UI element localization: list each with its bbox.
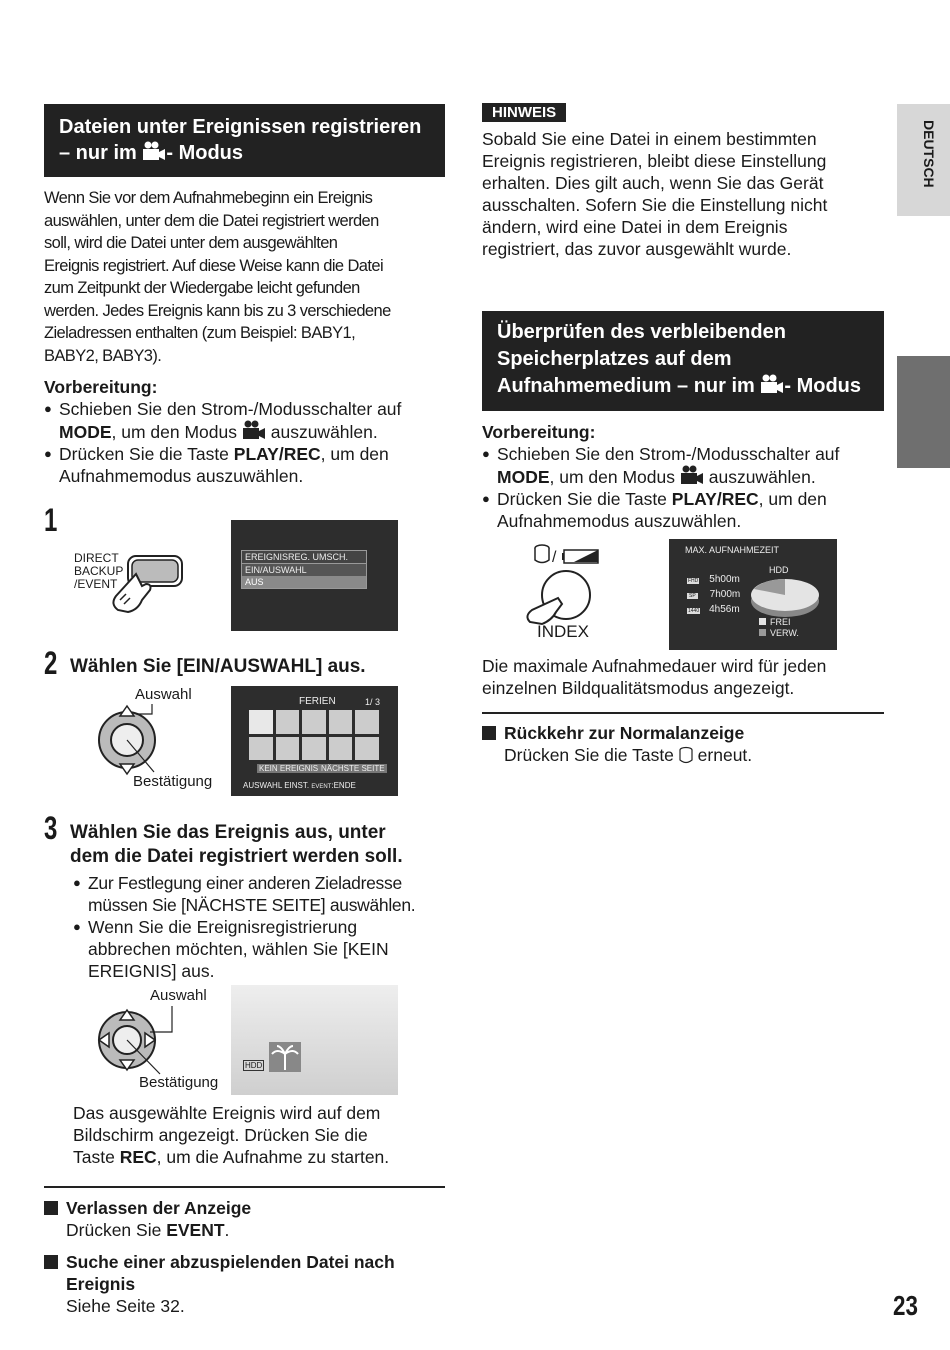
preparation-bullet [482,443,892,488]
event-selected-screen [231,985,398,1095]
hdd-badge: HDD [245,1061,263,1070]
search-section [44,1251,454,1317]
legend-text: FREI [770,617,791,627]
mode-keyword: MODE [59,422,112,442]
svg-text:/: / [552,549,557,566]
joystick-icon [96,1004,186,1084]
hinweis-text [482,128,882,260]
naechste-seite-button[interactable]: NÄCHSTE SEITE [321,764,385,773]
event-keyword: EVENT [166,1220,225,1240]
mode-row [687,588,740,603]
step-number-1: 1 [44,502,58,538]
bullet-text: Aufnahmemodus auszuwählen. [59,466,304,486]
hinweis-badge: HINWEIS [482,103,566,122]
preparation-bullet [482,488,892,532]
bullet-text [497,465,839,488]
search-title [44,1251,454,1273]
bullet-text: müssen Sie [NÄCHSTE SEITE] auswählen. [88,895,416,915]
intro-line: werden. Jedes Ereignis kann bis zu 3 verschiedene [44,301,391,320]
mode-value: 7h00m [709,589,741,600]
camcorder-icon [760,374,784,394]
intro-line: zum Zeitpunkt der Wiedergabe leicht gefunden [44,279,360,297]
language-tab[interactable] [897,104,950,216]
bestaetigung-label: Bestätigung [133,773,213,790]
bullet-text: abbrechen möchten, wählen Sie [KEIN [88,939,389,959]
heading-line: Überprüfen des verbleibenden [497,321,786,343]
battery-icon [562,550,598,563]
event-icon[interactable] [249,710,273,734]
bullet-text-end: auszuwählen. [708,467,816,487]
mode-value: 5h00m [709,574,740,585]
hinweis-line: ändern, wird eine Datei in dem Ereignis [482,217,788,237]
bullet-dot: ● [44,401,52,416]
legend-frei [759,617,799,628]
step3-title-line: Wählen Sie das Ereignis aus, unter [70,822,386,843]
return-title-text: Rückkehr zur Normalanzeige [504,723,745,743]
footer-ende: :ENDE [331,781,356,790]
legend [759,617,799,639]
event-icon[interactable] [329,710,353,734]
divider [44,1186,445,1188]
bullet-text [497,488,827,510]
description-line: Die maximale Aufnahmedauer wird für jeden [482,656,827,676]
bullet-text-pre: Drücken Sie die Taste [59,444,234,464]
bullet-text: Schieben Sie den Strom-/Modusschalter auf [497,444,840,464]
disk-icon [679,746,693,764]
preparation-bullet [44,443,454,487]
event-icon-grid [249,710,379,760]
step3-bullet [73,872,453,916]
section-heading-storage [482,311,884,411]
rec-keyword: REC [119,1147,157,1167]
storage-pie-chart [749,575,823,621]
search-text: Siehe Seite 32. [66,1296,185,1316]
event-icon[interactable] [355,737,379,761]
bullet-text-post: , um den [758,489,827,509]
heading-line-2-post: - Modus [166,142,244,164]
event-icon[interactable] [355,710,379,734]
button-label-line: /EVENT [74,577,118,591]
mode-value: 4h56m [709,604,740,615]
intro-line: Wenn Sie vor dem Aufnahmebeginn ein Ereignis [44,189,373,207]
preparation-title: Vorbereitung: [44,377,158,397]
step-number-3: 3 [44,810,58,846]
footer-event: EVENT [311,784,332,790]
after-line [73,1146,453,1168]
bullet-text-pre: Drücken Sie die Taste [497,489,672,509]
bullet-dot: ● [73,919,81,934]
bullet-text [59,443,389,465]
hinweis-line: ausschalten. Sofern Sie die Einstellung nicht [482,195,828,215]
legend-swatch [759,618,766,625]
exit-title-text: Verlassen der Anzeige [66,1198,252,1218]
event-icon[interactable] [276,737,300,761]
bullet-dot: ● [44,446,52,461]
bestaetigung-label: Bestätigung [139,1074,219,1091]
bullet-dot: ● [482,491,490,506]
1440-icon: 1440 [688,608,700,614]
square-bullet-icon [44,1255,58,1269]
search-title-text: Ereignis [66,1274,136,1294]
menu-item[interactable]: EREIGNISREG. UMSCH. [242,551,366,564]
hinweis-line: erhalten. Dies gilt auch, wenn Sie das Gerät [482,173,824,193]
max-time-description [482,655,892,699]
heading-line-2 [59,140,430,166]
camcorder-icon [242,420,266,440]
heading-line: Speicherplatzes auf dem [497,348,732,370]
return-title [482,722,892,744]
camcorder-icon [680,465,704,485]
kein-ereignis-button[interactable]: KEIN EREIGNIS [259,764,319,773]
menu-panel [241,550,367,589]
bullet-text: Wenn Sie die Ereignisregistrierung [88,917,358,937]
section-heading-register [44,104,445,177]
bullet-text-post: , um den [320,444,389,464]
screen-page: 1/ 3 [365,697,381,707]
square-bullet-icon [482,726,496,740]
bullet-dot: ● [482,446,490,461]
hinweis-line: Ereignis registrieren, bleibt diese Einstellung [482,151,827,171]
exit-text [44,1219,454,1241]
return-text-post: erneut. [697,745,753,765]
auswahl-label: Auswahl [135,686,192,703]
joystick-icon [96,702,186,782]
bullet-text: EREIGNIS] aus. [88,961,215,981]
after-line: Bildschirm angezeigt. Drücken Sie die [73,1125,368,1145]
event-icon[interactable] [302,737,326,761]
event-menu-screen [231,520,398,631]
bullet-text: Schieben Sie den Strom-/Modusschalter auf [59,399,402,419]
step2-title: Wählen Sie [EIN/AUSWAHL] aus. [70,656,366,677]
bullet-text [59,420,401,443]
hinweis-line: registriert, das zuvor ausgewählt wurde. [482,239,792,259]
intro-line: auswählen, unter dem die Datei registriert werden [44,211,379,230]
legend-verw [759,628,799,639]
hinweis-line: Sobald Sie eine Datei in einem bestimmten [482,129,817,149]
mode-list [687,573,740,618]
ferien-screen [231,686,398,796]
bullet-text-mid: , um den Modus [111,422,237,442]
language-tab-label: DEUTSCH [921,120,937,188]
search-title-text: Suche einer abzuspielenden Datei nach [66,1252,395,1272]
menu-item[interactable]: AUS [242,576,366,588]
event-icon[interactable] [302,710,326,734]
step3-title [70,821,403,869]
mode-row [687,573,740,588]
heading-line [497,373,869,400]
heading-line-2-pre: – nur im [59,142,137,164]
return-text-pre: Drücken Sie die Taste [504,745,674,765]
mode-row [687,603,740,618]
footer-auswahl: AUSWAHL [243,781,282,790]
mode-keyword: MODE [497,467,550,487]
page-number: 23 [893,1290,918,1321]
return-section [482,722,892,766]
heading-line-post: - Modus [784,375,862,397]
exit-text-pre: Drücken Sie [66,1220,167,1240]
intro-paragraph [44,187,454,367]
footer-einst: EINST. [284,781,310,790]
event-icon[interactable] [276,710,300,734]
camcorder-icon [142,141,166,161]
divider [482,712,884,714]
play-rec-keyword: PLAY/REC [233,444,321,464]
heading-line-pre: Aufnahmemedium – nur im [497,375,755,397]
menu-item[interactable]: EIN/AUSWAHL [242,564,366,576]
event-icon[interactable] [329,737,353,761]
exit-section [44,1197,454,1241]
finger-press-icon [106,552,188,614]
section-tab [897,356,950,468]
screen-title: MAX. AUFNAHMEZEIT [685,545,780,555]
preparation-left [44,376,454,487]
legend-swatch [759,629,766,636]
step3-bullets [73,872,453,982]
index-button-illustration [518,540,608,630]
bullet-text-end: auszuwählen. [270,422,378,442]
preparation-bullet [44,398,454,443]
heading-line-1: Dateien unter Ereignissen registrieren [59,116,422,138]
step3-title-line: dem die Datei registriert werden soll. [70,846,403,867]
after-line: Das ausgewählte Ereignis wird auf dem [73,1103,381,1123]
exit-text-post: . [224,1220,230,1240]
screen-title: FERIEN [299,696,336,707]
bullet-text: Zur Festlegung einer anderen Zieladresse [88,873,402,893]
exit-title [44,1197,454,1219]
preparation-right [482,421,892,532]
bullet-text: Aufnahmemodus auszuwählen. [497,511,742,531]
return-text [482,744,892,766]
fhd-icon: FHD [688,578,699,584]
step3-bullet [73,916,453,982]
auswahl-label: Auswahl [150,987,207,1004]
step3-after-text [73,1102,453,1168]
button-label-line: BACKUP [74,564,124,578]
max-recording-time-screen [669,539,837,650]
after-post: , um die Aufnahme zu starten. [156,1147,390,1167]
intro-line: Ereignis registriert. Auf diese Weise kann die Datei [44,256,384,275]
index-label: INDEX [537,622,589,641]
palm-tree-icon [269,1042,301,1072]
step-number-2: 2 [44,645,58,681]
intro-line: Zieladressen enthalten (zum Beispiel: BABY1, [44,324,356,342]
legend-text: VERW. [770,628,799,638]
preparation-title: Vorbereitung: [482,422,596,442]
hdd-label: HDD [769,565,789,575]
after-pre: Taste [73,1147,120,1167]
intro-line: soll, wird die Datei unter dem ausgewählten [44,234,338,252]
bullet-dot: ● [73,875,81,890]
intro-line: BABY2, BABY3). [44,346,162,365]
bullet-text-mid: , um den Modus [549,467,675,487]
button-label-line: DIRECT [74,551,119,565]
sp-icon: SP [689,593,696,599]
description-line: einzelnen Bildqualitätsmodus angezeigt. [482,678,795,698]
event-icon[interactable] [249,737,273,761]
disk-icon [535,545,549,563]
play-rec-keyword: PLAY/REC [671,489,759,509]
square-bullet-icon [44,1201,58,1215]
screen-footer [243,781,356,790]
